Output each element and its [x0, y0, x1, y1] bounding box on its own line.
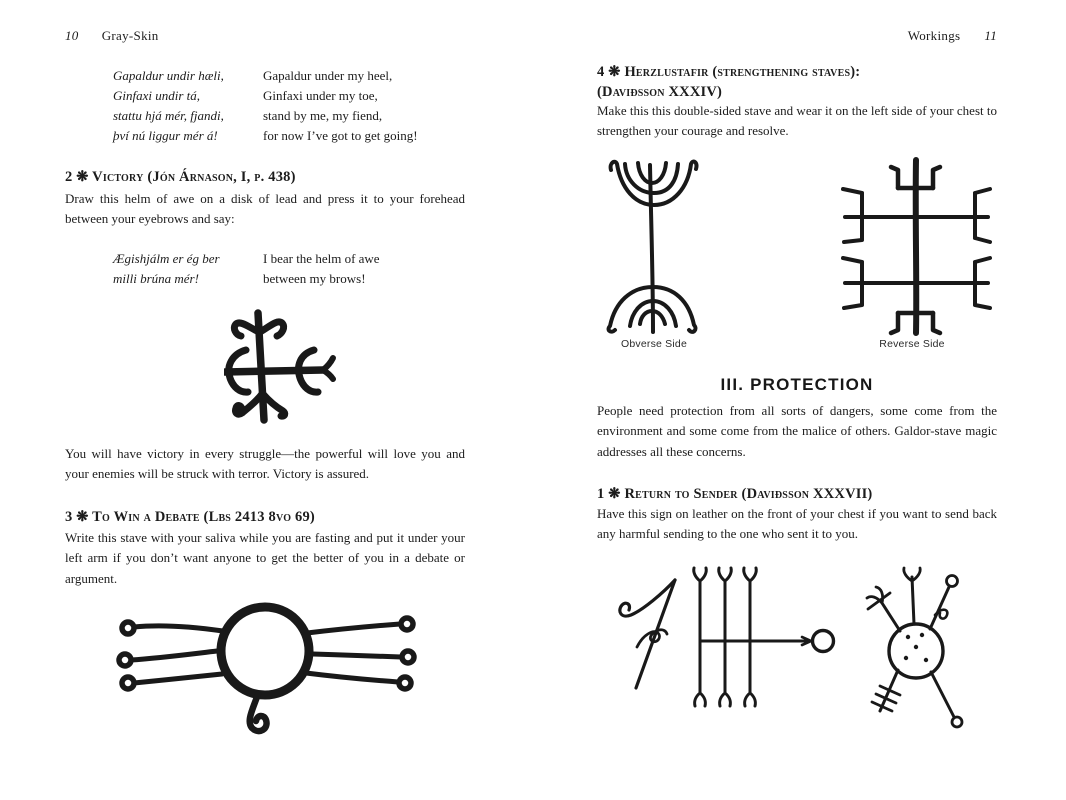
running-head-right-title: Workings — [907, 28, 961, 43]
paragraph-victory-result: You will have victory in every struggle—the powerful will love you and your enemies will be struck with terror. Victory is assured. — [65, 446, 465, 482]
caption-obverse: Obverse Side — [620, 338, 687, 350]
running-head-right — [597, 28, 997, 44]
heading-return-to-sender: 1 ❋ Return to Sender (Daviðsson XXXVII) — [597, 486, 873, 502]
caption-reverse: Reverse Side — [879, 338, 945, 350]
heading-herzlustafir-line1: 4 ❋ Herzlustafir (strengthening staves): — [597, 64, 861, 80]
herzlustafir-obverse-stave — [605, 158, 703, 338]
verse-line: for now I’ve got to get going! — [263, 128, 418, 143]
paragraph-herzlustafir: Make this this double-sided stave and wear it on the left side of your chest to strengthen your courage and resolve. — [597, 103, 997, 139]
paragraph-victory-intro: Draw this helm of awe on a disk of lead and press it to your forehead between your eyebrows and say: — [65, 191, 465, 227]
verse-line: milli brúna mér! — [113, 271, 199, 286]
verse1-icelandic — [113, 66, 224, 146]
verse-line: Ginfaxi undir tá, — [113, 88, 201, 103]
herzlustafir-reverse-stave — [832, 156, 992, 348]
heading-protection: III. PROTECTION — [720, 375, 874, 394]
heading-debate: 3 ❋ To Win a Debate (Lbs 2413 8vo 69) — [65, 509, 315, 525]
victory-helm-stave — [224, 302, 340, 438]
verse-line: stattu hjá mér, fjandi, — [113, 108, 224, 123]
verse-line: því nú liggur mér á! — [113, 128, 218, 143]
folio-right: 11 — [984, 28, 997, 43]
paragraph-return-to-sender: Have this sign on leather on the front of your chest if you want to send back any harmful sending to the one who sent it to you. — [597, 506, 997, 542]
verse2-english — [263, 249, 380, 289]
return-to-sender-stave-2 — [856, 565, 971, 735]
verse-line: Ginfaxi under my toe, — [263, 88, 378, 103]
verse-line: between my brows! — [263, 271, 366, 286]
verse-line: Gapaldur under my heel, — [263, 68, 393, 83]
return-to-sender-stave-1 — [603, 555, 843, 745]
verse-line: I bear the helm of awe — [263, 251, 380, 266]
running-head-left-title: Gray-Skin — [101, 28, 159, 43]
folio-left: 10 — [65, 28, 79, 43]
heading-herzlustafir-line2: (Daviðsson XXXIV) — [597, 84, 723, 100]
debate-circle-stave — [103, 597, 423, 757]
verse1-english — [263, 66, 418, 146]
verse-line: stand by me, my fiend, — [263, 108, 383, 123]
verse-line: Ægishjálm er ég ber — [113, 251, 220, 266]
verse-line: Gapaldur undir hæli, — [113, 68, 224, 83]
paragraph-protection: People need protection from all sorts of dangers, some come from the environment and some come from the malice of others. Galdor-stave magic addresses all these concerns. — [597, 403, 997, 459]
running-head-left — [65, 28, 159, 44]
paragraph-debate: Write this stave with your saliva while you are fasting and put it under your left arm if you don’t want anyone to get the better of you in a debate or argument. — [65, 530, 465, 586]
heading-victory: 2 ❋ Victory (Jón Árnason, I, p. 438) — [65, 169, 296, 185]
right-page — [533, 0, 1066, 800]
verse2-icelandic — [113, 249, 220, 289]
